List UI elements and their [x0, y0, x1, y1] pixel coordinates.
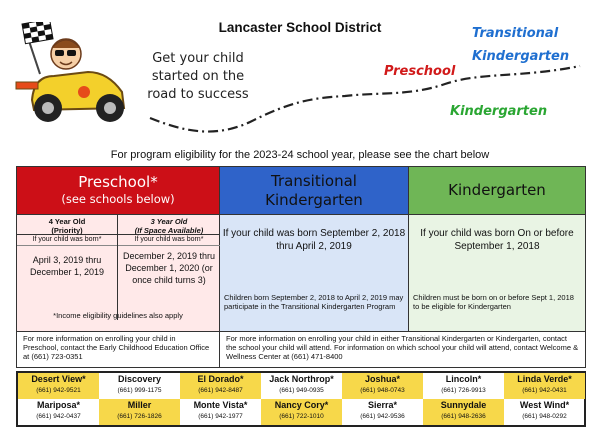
school-entry: [261, 399, 342, 425]
more-info-row: [16, 331, 586, 368]
school-entry: [504, 373, 585, 399]
k-heading: Kindergarten: [448, 181, 546, 199]
school-entry: [99, 373, 180, 399]
school-entry: [342, 399, 423, 425]
stage-label-tk-line1: Transitional: [472, 26, 559, 41]
preschool-4yo: [17, 215, 118, 320]
preschool-4yo-dates: April 3, 2019 thru December 1, 2019: [29, 255, 105, 277]
school-phone: (661) 942-8487: [198, 387, 243, 394]
school-phone: (661) 942-9536: [360, 413, 405, 420]
enroll-more-info: For more information on enrolling your child in either Transitional Kindergarten or Kindergarten, contact the school your child will attend. For information on which school your child will attend, contact Welcome & Wellness Center at (661) 471-8400: [226, 334, 579, 361]
page-title: Lancaster School District: [218, 20, 382, 35]
preschool-3yo: [118, 215, 220, 320]
road-path: [0, 0, 600, 150]
preschool-heading: Preschool*: [78, 173, 158, 191]
school-entry: [18, 399, 99, 425]
school-phone: (661) 948-0292: [522, 413, 567, 420]
stage-label-kindergarten: Kindergarten: [450, 104, 548, 119]
school-phone: (661) 942-9521: [36, 387, 81, 394]
preschool-4yo-header: [17, 215, 117, 235]
school-entry: [504, 399, 585, 425]
preschool-3yo-note: If your child was born*: [118, 235, 220, 246]
school-phone: (661) 948-2636: [441, 413, 486, 420]
school-phone: (661) 948-0743: [360, 387, 405, 394]
school-name: Lincoln*: [445, 374, 482, 384]
school-entry: [99, 399, 180, 425]
school-phone: (661) 942-0437: [36, 413, 81, 420]
school-entry: [261, 373, 342, 399]
school-phone: (661) 722-1010: [279, 413, 324, 420]
preschool-subheading: (see schools below): [61, 192, 175, 206]
tk-heading-line1: Transitional: [271, 172, 357, 190]
school-name: Discovery: [117, 374, 162, 384]
tk-eligibility: If your child was born September 2, 2018 thru April 2, 2019: [222, 228, 406, 252]
school-name: West Wind*: [519, 400, 570, 410]
tk-heading-line2: Kindergarten: [265, 191, 363, 209]
preschool-more-info: For more information on enrolling your child in Preschool, contact the Early Childhood Education Office at (661) 723-0351: [17, 332, 220, 367]
preschool-header: [17, 167, 219, 215]
school-phone: (661) 999-1175: [117, 387, 162, 394]
tk-header: [220, 167, 408, 215]
eligibility-note: For program eligibility for the 2023-24 school year, please see the chart below: [110, 149, 490, 161]
school-name: Nancy Cory*: [274, 400, 329, 410]
school-entry: [18, 373, 99, 399]
school-list: [16, 371, 586, 427]
tk-note: Children born September 2, 2018 to April 2, 2019 may participate in the Transitional Kindergarten Program: [224, 293, 404, 311]
school-name: Mariposa*: [36, 400, 80, 410]
school-name: Jack Northrop*: [269, 374, 334, 384]
school-name: Joshua*: [364, 374, 400, 384]
k-note: Children must be born on or before Sept 1, 2018 to be eligible for Kindergarten: [413, 293, 574, 311]
preschool-3yo-header: [118, 215, 220, 235]
k-header: [409, 167, 585, 215]
preschool-3yo-subtitle: (If Space Available): [134, 226, 204, 235]
school-entry: [423, 373, 504, 399]
school-phone: (661) 726-1826: [117, 413, 162, 420]
school-phone: (661) 942-1977: [198, 413, 243, 420]
school-entry: [423, 399, 504, 425]
school-name: El Dorado*: [197, 374, 244, 384]
preschool-4yo-note: If your child was born*: [17, 235, 117, 246]
preschool-4yo-subtitle: (Priority): [51, 226, 83, 235]
preschool-3yo-dates: December 2, 2019 thru December 1, 2020 (or once child turns 3): [122, 251, 216, 285]
school-entry: [180, 399, 261, 425]
k-eligibility: If your child was born On or before September 1, 2018: [420, 228, 574, 252]
school-name: Desert View*: [31, 374, 86, 384]
school-entry: [342, 373, 423, 399]
school-entry: [180, 373, 261, 399]
school-name: Monte Vista*: [193, 400, 248, 410]
income-note: *Income eligibility guidelines also apply: [53, 311, 183, 320]
stage-label-preschool: Preschool: [384, 64, 456, 79]
school-name: Miller: [127, 400, 152, 410]
school-name: Sierra*: [367, 400, 398, 410]
preschool-4yo-title: 4 Year Old: [48, 217, 86, 226]
school-name: Linda Verde*: [517, 374, 572, 384]
preschool-3yo-title: 3 Year Old: [150, 217, 188, 226]
school-phone: (661) 949-0935: [279, 387, 324, 394]
school-name: Sunnydale: [440, 400, 487, 410]
school-phone: (661) 942-0431: [522, 387, 567, 394]
tagline: Get your child started on the road to success: [147, 51, 249, 102]
school-phone: (661) 726-9913: [441, 387, 486, 394]
stage-label-tk-line2: Kindergarten: [472, 49, 570, 64]
